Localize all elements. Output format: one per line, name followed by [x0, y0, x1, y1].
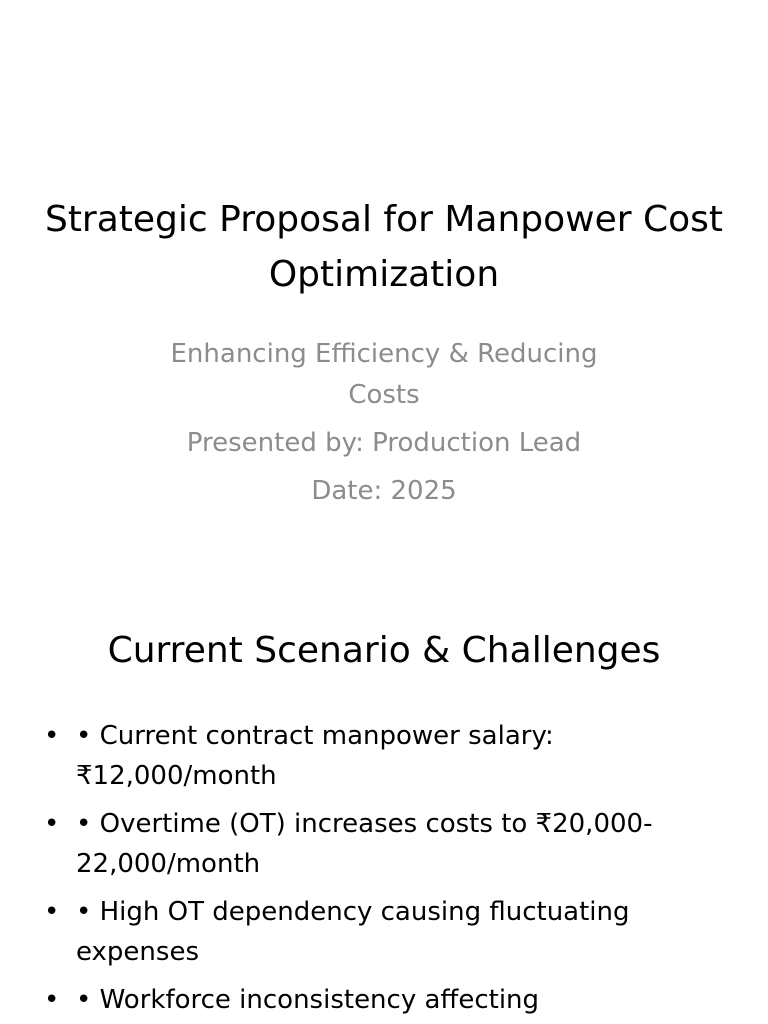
subtitle-date: Date: 2025 [311, 476, 457, 506]
bullet-marker: • [44, 809, 60, 839]
bullet-list [40, 716, 720, 1024]
bullet-marker: • [44, 897, 60, 927]
list-item [40, 804, 720, 884]
slide-title: Strategic Proposal for Manpower Cost Optimization [44, 199, 724, 295]
list-item [40, 892, 720, 972]
bullet-text: • Overtime (OT) increases costs to ₹20,000-22,000/month [76, 809, 653, 879]
bullet-marker: • [44, 721, 60, 751]
slide-heading: Current Scenario & Challenges [107, 630, 661, 671]
subtitle-presenter: Presented by: Production Lead [186, 428, 582, 458]
bullet-text: • High OT dependency causing fluctuating expenses [76, 897, 630, 967]
list-item [40, 716, 720, 796]
bullet-text: • Current contract manpower salary: ₹12,000/month [76, 721, 554, 791]
subtitle-tagline: Enhancing Efficiency & Reducing Costs [170, 339, 598, 410]
bullet-text: • Workforce inconsistency affecting [76, 985, 540, 1015]
content-slide [0, 576, 768, 1024]
bullet-marker: • [44, 985, 60, 1015]
list-item [40, 980, 720, 1020]
slide-subtitle [150, 334, 618, 512]
